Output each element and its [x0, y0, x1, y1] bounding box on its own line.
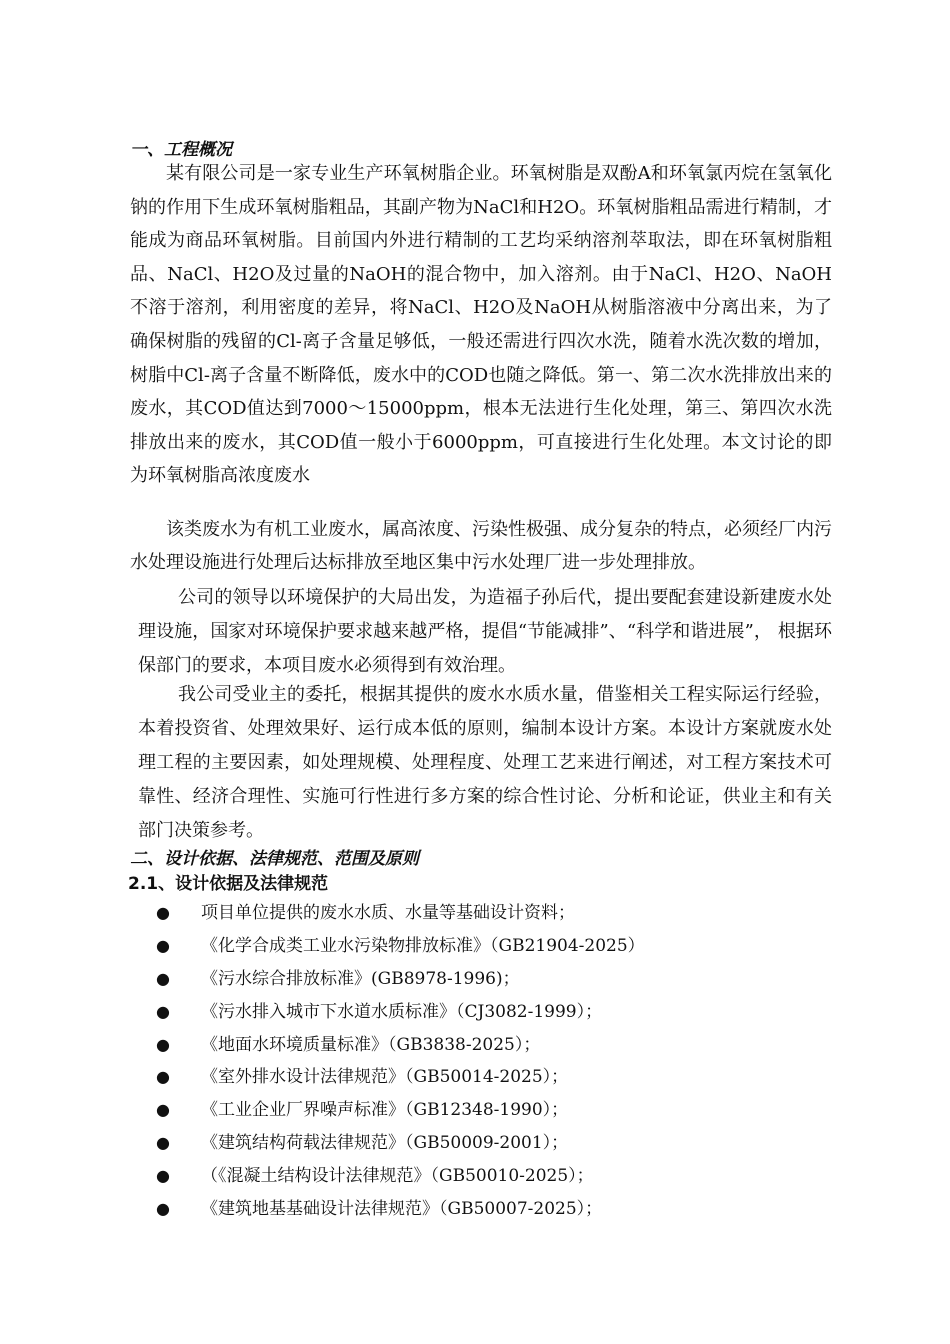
list-item: [156, 930, 645, 963]
section-2-heading: 二、设计依据、法律规范、范围及原则: [130, 849, 419, 869]
list-item-text: 《建筑结构荷载法律规范》（GB50009-2001）；: [201, 1133, 569, 1154]
bullet-icon: ●: [156, 1067, 170, 1087]
list-item-text: 《建筑地基基础设计法律规范》（GB50007-2025）；: [201, 1199, 603, 1220]
list-item-text: 《污水综合排放标准》(GB8978-1996)；: [201, 968, 520, 989]
list-item: [156, 1160, 645, 1193]
list-item-text: 《室外排水设计法律规范》（GB50014-2025）；: [201, 1067, 569, 1088]
list-item-text: （《混凝土结构设计法律规范》（GB50010-2025）；: [201, 1166, 594, 1187]
bullet-icon: ●: [156, 935, 170, 955]
list-item-text: 《化学合成类工业水污染物排放标准》（GB21904-2025）: [201, 935, 645, 956]
bullet-icon: ●: [156, 968, 170, 988]
list-item-text: 《污水排入城市下水道水质标准》（CJ3082-1999）；: [201, 1001, 603, 1022]
list-item: [156, 1193, 645, 1226]
list-item: [156, 1061, 645, 1094]
bullet-icon: ●: [156, 903, 170, 922]
paragraph-company-leadership: 公司的领导以环境保护的大局出发，为造福子孙后代，提出要配套建设新建废水处理设施，国家对环境保护要求越来越严格，提倡“节能减排”、“科学和谐进展”， 根据环保部门的要求，本项目废水必须得到有效治理。: [138, 587, 832, 676]
list-item: [156, 996, 645, 1029]
list-item: [156, 1029, 645, 1062]
bullet-icon: ●: [156, 1034, 170, 1054]
list-item: [156, 1094, 645, 1127]
list-item-text: 项目单位提供的废水水质、水量等基础设计资料；: [201, 903, 575, 923]
subsection-2-1-heading: 2.1、设计依据及法律规范: [128, 874, 329, 894]
paragraph-design-commission: 我公司受业主的委托，根据其提供的废水水质水量，借鉴相关工程实际运行经验，本着投资省、处理效果好、运行成本低的原则，编制本设计方案。本设计方案就废水处理工程的主要因素，如处理规模、处理程度、处理工艺来进行阐述，对工程方案技术可靠性、经济合理性、实施可行性进行多方案的综合性讨论、分析和论证，供业主和有关部门决策参考。: [138, 684, 832, 841]
list-item: [156, 963, 645, 996]
bullet-icon: ●: [156, 1166, 170, 1186]
list-item-text: 《地面水环境质量标准》（GB3838-2025）；: [201, 1034, 541, 1055]
list-item: [156, 897, 645, 930]
paragraph-wastewater-nature: 该类废水为有机工业废水，属高浓度、污染性极强、成分复杂的特点，必须经厂内污水处理设施进行处理后达标排放至地区集中污水处理厂进一步处理排放。: [130, 519, 832, 573]
bullet-icon: ●: [156, 1133, 170, 1153]
bullet-icon: ●: [156, 1199, 170, 1219]
bullet-icon: ●: [156, 1100, 170, 1120]
list-item-text: 《工业企业厂界噪声标准》（GB12348-1990）；: [201, 1100, 569, 1121]
bullet-icon: ●: [156, 1001, 170, 1021]
standards-list: [156, 897, 645, 1226]
section-1-heading: 一、工程概况: [130, 140, 232, 160]
list-item: [156, 1127, 645, 1160]
paragraph-project-overview: 某有限公司是一家专业生产环氧树脂企业。环氧树脂是双酚A和环氧氯丙烷在氢氧化钠的作用下生成环氧树脂粗品，其副产物为NaCl和H2O。环氧树脂粗品需进行精制，才能成为商品环氧树脂。目前国内外进行精制的工艺均采纳溶剂萃取法，即在环氧树脂粗品、NaCl、H2O及过量的NaOH的混合物中，加入溶剂。由于NaCl、H2O、NaOH不溶于溶剂，利用密度的差异，将NaCl、H2O及NaOH从树脂溶液中分离出来，为了确保树脂的残留的Cl-离子含量足够低，一般还需进行四次水洗，随着水洗次数的增加，树脂中Cl-离子含量不断降低，废水中的COD也随之降低。第一、第二次水洗排放出来的废水，其COD值达到7000～15000ppm，根本无法进行生化处理，第三、第四次水洗排放出来的废水，其COD值一般小于6000ppm，可直接进行生化处理。本文讨论的即为环氧树脂高浓度废水: [130, 163, 832, 487]
